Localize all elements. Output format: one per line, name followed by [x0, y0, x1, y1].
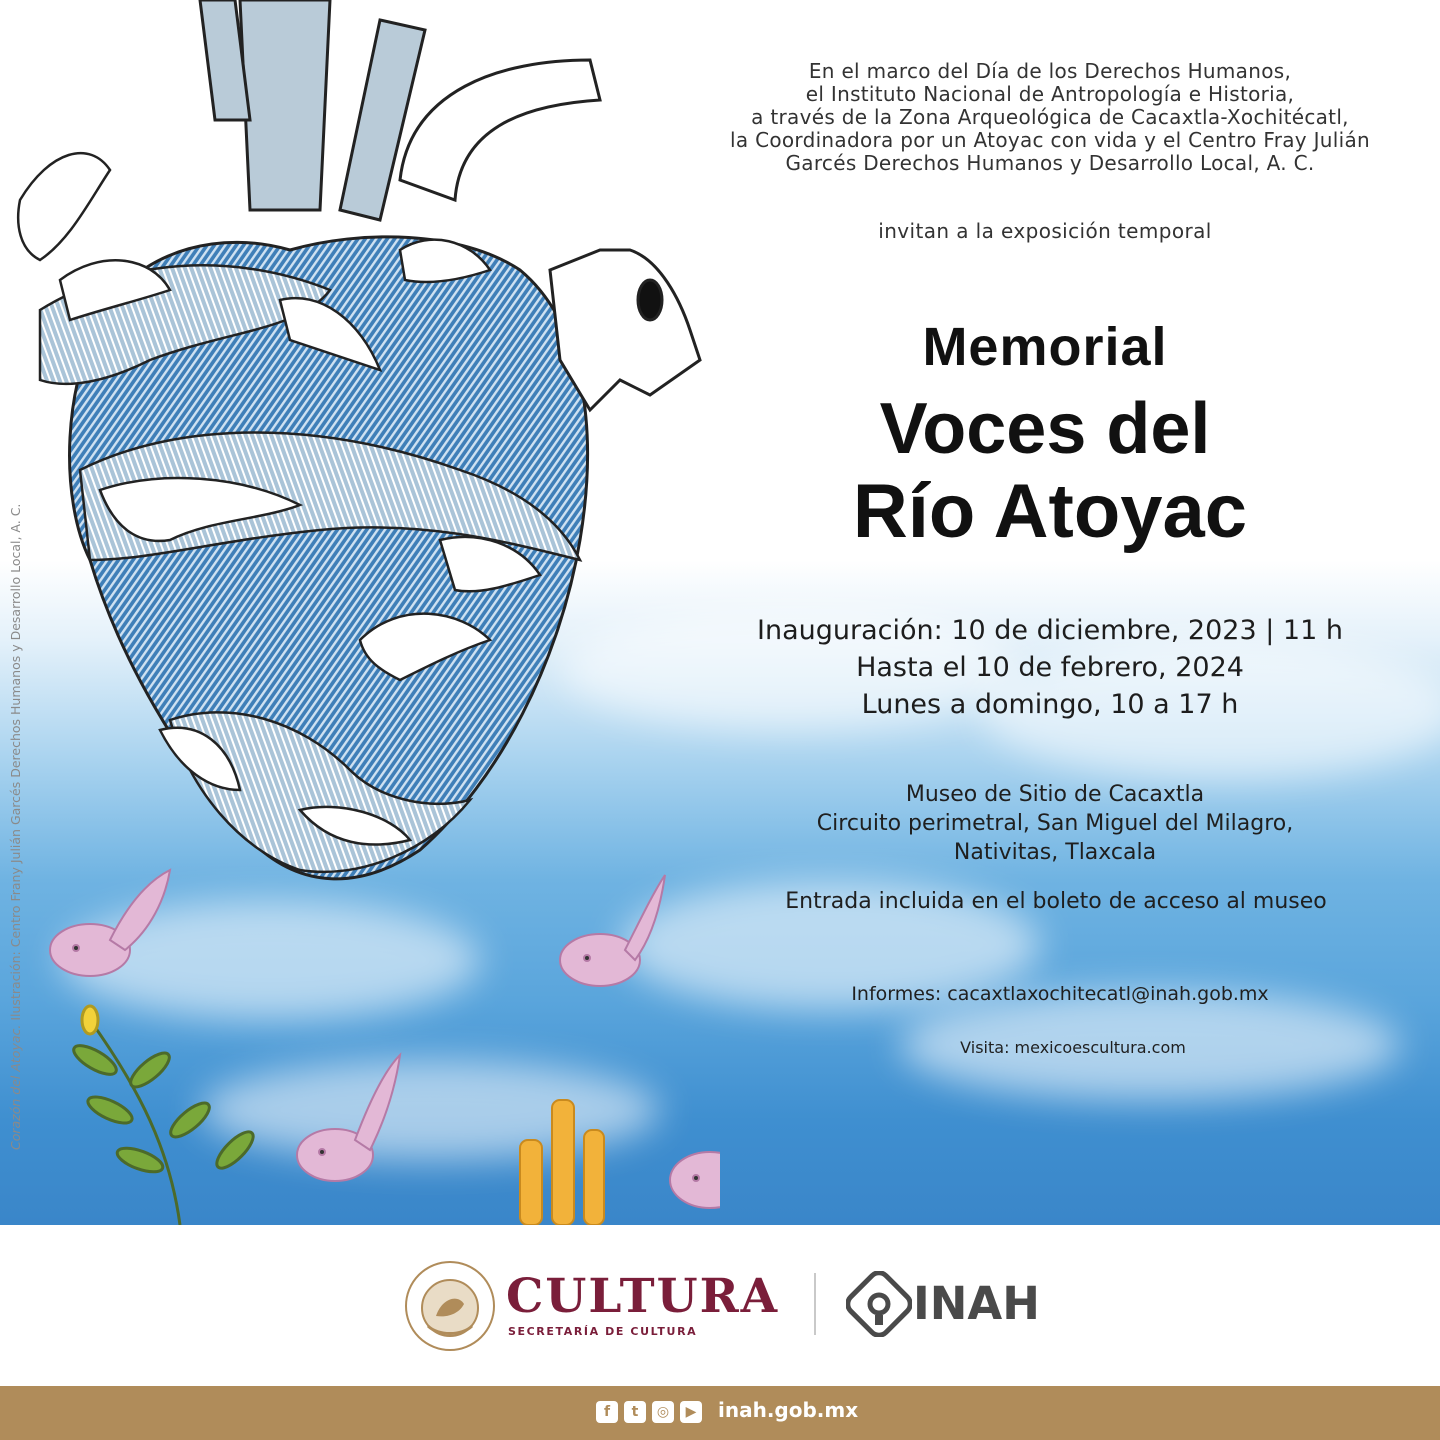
intro-line: En el marco del Día de los Derechos Humanos,: [808, 59, 1292, 83]
info-email[interactable]: Informes: cacaxtlaxochitecatl@inah.gob.mx: [851, 983, 1269, 1005]
title-voces: Voces del: [879, 389, 1211, 469]
intro-line: Garcés Derechos Humanos y Desarrollo Local, A. C.: [785, 151, 1315, 175]
mexico-seal-icon: [402, 1258, 498, 1354]
opening-date: Inauguración: 10 de diciembre, 2023 | 11 h: [757, 615, 1343, 646]
plant-leaves: [70, 1006, 259, 1225]
instagram-icon[interactable]: ◎: [652, 1401, 674, 1423]
aorta-vessels: [200, 0, 600, 220]
illustration-credit: [8, 350, 23, 1150]
heart-illustration: [0, 0, 720, 1225]
venue-address: Circuito perimetral, San Miguel del Milagro,: [816, 811, 1294, 836]
footer-bar: [0, 1386, 1440, 1440]
dates-block: [660, 612, 1440, 723]
until-date: Hasta el 10 de febrero, 2024: [856, 652, 1244, 683]
inah-glyph-icon: [846, 1271, 912, 1337]
intro-line: a través de la Zona Arqueológica de Cacaxtla-Xochitécatl,: [751, 105, 1349, 129]
credit-text: Ilustración: Centro Frany Julián Garcés Derechos Humanos y Desarrollo Local, A. C.: [8, 503, 23, 1021]
youtube-icon[interactable]: ▶: [680, 1401, 702, 1423]
intro-line: el Instituto Nacional de Antropología e Historia,: [805, 82, 1295, 106]
venue-city: Nativitas, Tlaxcala: [953, 840, 1157, 865]
logo-divider: [814, 1273, 816, 1335]
opening-hours: Lunes a domingo, 10 a 17 h: [861, 689, 1239, 720]
logo-bar: [0, 1225, 1440, 1386]
inah-logo-text: INAH: [913, 1277, 1040, 1330]
venue-name: Museo de Sitio de Cacaxtla: [905, 782, 1205, 807]
title-memorial: Memorial: [922, 317, 1168, 377]
credit-title: Corazón del Atoyac.: [8, 1024, 23, 1150]
cultura-logo-text: CULTURA: [506, 1269, 780, 1324]
venue-block: [665, 780, 1440, 867]
social-icons: [596, 1401, 702, 1425]
title-atoyac: Río Atoyac: [852, 469, 1248, 554]
intro-line: la Coordinadora por un Atoyac con vida y el Centro Fray Julián: [730, 128, 1370, 152]
footer-url[interactable]: inah.gob.mx: [718, 1398, 859, 1422]
visit-link[interactable]: Visita: mexicoescultura.com: [960, 1038, 1186, 1057]
facebook-icon[interactable]: f: [596, 1401, 618, 1423]
entry-note: Entrada incluida en el boleto de acceso al museo: [785, 889, 1327, 914]
intro-text: [660, 60, 1440, 175]
invite-text: invitan a la exposición temporal: [878, 219, 1212, 243]
cultura-subtitle: SECRETARÍA DE CULTURA: [508, 1325, 698, 1338]
twitter-icon[interactable]: t: [624, 1401, 646, 1423]
coral: [520, 1100, 604, 1225]
